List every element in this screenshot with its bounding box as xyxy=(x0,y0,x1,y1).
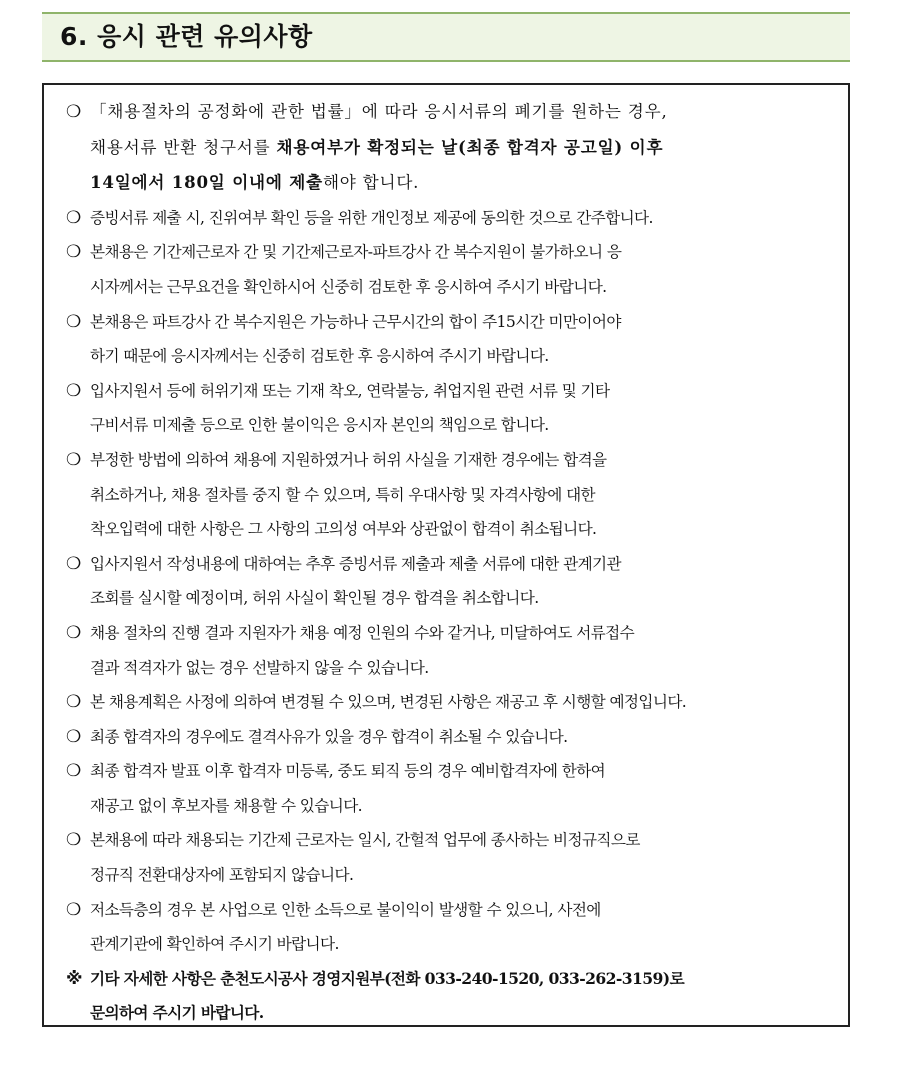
notice-item xyxy=(66,720,832,755)
notice-line: 채용 절차의 진행 결과 지원자가 채용 예정 인원의 수와 같거나, 미달하여도 서류접수 xyxy=(90,623,635,642)
notice-line: 구비서류 미제출 등으로 인한 불이익은 응시자 본인의 책임으로 합니다. xyxy=(90,416,549,435)
bullet-marker-icon: ❍ xyxy=(66,449,81,470)
notice-line xyxy=(90,130,832,166)
notice-line: 부정한 방법에 의하여 채용에 지원하였거나 허위 사실을 기재한 경우에는 합격을 xyxy=(90,450,607,469)
bullet-marker-icon: ❍ xyxy=(66,207,81,228)
notice-line: 결과 적격자가 없는 경우 선발하지 않을 수 있습니다. xyxy=(90,658,429,677)
notice-text: 해야 합니다. xyxy=(322,173,420,193)
notice-line: 시자께서는 근무요건을 확인하시어 신중히 검토한 후 응시하여 주시기 바랍니다. xyxy=(90,277,607,296)
notice-list xyxy=(44,85,848,1031)
contact-line: 문의하여 주시기 바랍니다. xyxy=(90,1003,264,1023)
notice-line: 재공고 없이 후보자를 채용할 수 있습니다. xyxy=(90,796,363,815)
bullet-marker-icon: ❍ xyxy=(66,899,81,920)
notice-line: 저소득층의 경우 본 사업으로 인한 소득으로 불이익이 발생할 수 있으니, 사전에 xyxy=(90,900,601,919)
notice-line: 입사지원서 작성내용에 대하여는 추후 증빙서류 제출과 제출 서류에 대한 관계기관 xyxy=(90,554,621,573)
notice-item xyxy=(66,201,832,236)
bullet-marker-icon: ❍ xyxy=(66,242,81,263)
notice-item xyxy=(66,374,832,443)
notice-line: 증빙서류 제출 시, 진위여부 확인 등을 위한 개인정보 제공에 동의한 것으로 간주합니다. xyxy=(90,208,653,227)
bullet-marker-icon: ❍ xyxy=(66,380,81,401)
notice-line: 착오입력에 대한 사항은 그 사항의 고의성 여부와 상관없이 합격이 취소됩니다. xyxy=(90,520,597,539)
contact-line: 기타 자세한 사항은 춘천도시공사 경영지원부(전화 033-240-1520, 033-262-3159)로 xyxy=(90,968,685,988)
section-title: 6. 응시 관련 유의사항 xyxy=(60,22,313,51)
notice-item xyxy=(66,235,832,304)
notice-line: 취소하거나, 채용 절차를 중지 할 수 있으며, 특히 우대사항 및 자격사항에 대한 xyxy=(90,485,596,504)
reference-mark-icon: ※ xyxy=(66,968,82,989)
notice-line: 「채용절차의 공정화에 관한 법률」에 따라 응시서류의 폐기를 원하는 경우, xyxy=(90,102,668,121)
notice-line xyxy=(90,165,832,201)
bullet-marker-icon: ❍ xyxy=(66,761,81,782)
notice-box xyxy=(42,83,850,1027)
bullet-marker-icon: ❍ xyxy=(66,830,81,851)
notice-item xyxy=(66,305,832,374)
notice-line: 하기 때문에 응시자께서는 신중히 검토한 후 응시하여 주시기 바랍니다. xyxy=(90,347,549,366)
bullet-marker-icon: ❍ xyxy=(66,692,81,713)
notice-line: 본채용은 파트강사 간 복수지원은 가능하나 근무시간의 합이 주15시간 미만이어야 xyxy=(90,312,621,331)
notice-item xyxy=(66,754,832,823)
notice-item xyxy=(66,823,832,892)
notice-item xyxy=(66,95,832,201)
contact-note xyxy=(66,962,832,1031)
bullet-marker-icon: ❍ xyxy=(66,622,81,643)
notice-item xyxy=(66,685,832,720)
notice-line: 관계기관에 확인하여 주시기 바랍니다. xyxy=(90,935,339,954)
emphasis-text: 채용여부가 확정되는 날(최종 합격자 공고일) 이후 xyxy=(276,136,664,157)
notice-line: 조회를 실시할 예정이며, 허위 사실이 확인될 경우 합격을 취소합니다. xyxy=(90,589,539,608)
notice-item xyxy=(66,547,832,616)
notice-item xyxy=(66,443,832,547)
emphasis-text: 14일에서 180일 이내에 제출 xyxy=(90,172,323,193)
notice-text: 채용서류 반환 청구서를 xyxy=(90,137,277,157)
notice-line: 최종 합격자 발표 이후 합격자 미등록, 중도 퇴직 등의 경우 예비합격자에 한하여 xyxy=(90,762,606,781)
bullet-marker-icon: ❍ xyxy=(66,311,81,332)
bullet-marker-icon: ❍ xyxy=(66,553,81,574)
notice-line: 본채용은 기간제근로자 간 및 기간제근로자-파트강사 간 복수지원이 불가하오니 응 xyxy=(90,243,622,262)
section-header xyxy=(42,12,850,62)
notice-item xyxy=(66,893,832,962)
bullet-marker-icon: ❍ xyxy=(66,102,81,122)
notice-line: 본채용에 따라 채용되는 기간제 근로자는 일시, 간헐적 업무에 종사하는 비정규직으로 xyxy=(90,831,640,850)
notice-line: 정규직 전환대상자에 포함되지 않습니다. xyxy=(90,866,354,885)
notice-line: 입사지원서 등에 허위기재 또는 기재 착오, 연락불능, 취업지원 관련 서류 및 기타 xyxy=(90,381,610,400)
bullet-marker-icon: ❍ xyxy=(66,726,81,747)
notice-line: 최종 합격자의 경우에도 결격사유가 있을 경우 합격이 취소될 수 있습니다. xyxy=(90,727,568,746)
notice-line: 본 채용계획은 사정에 의하여 변경될 수 있으며, 변경된 사항은 재공고 후 시행할 예정입니다. xyxy=(90,693,687,712)
notice-item xyxy=(66,616,832,685)
